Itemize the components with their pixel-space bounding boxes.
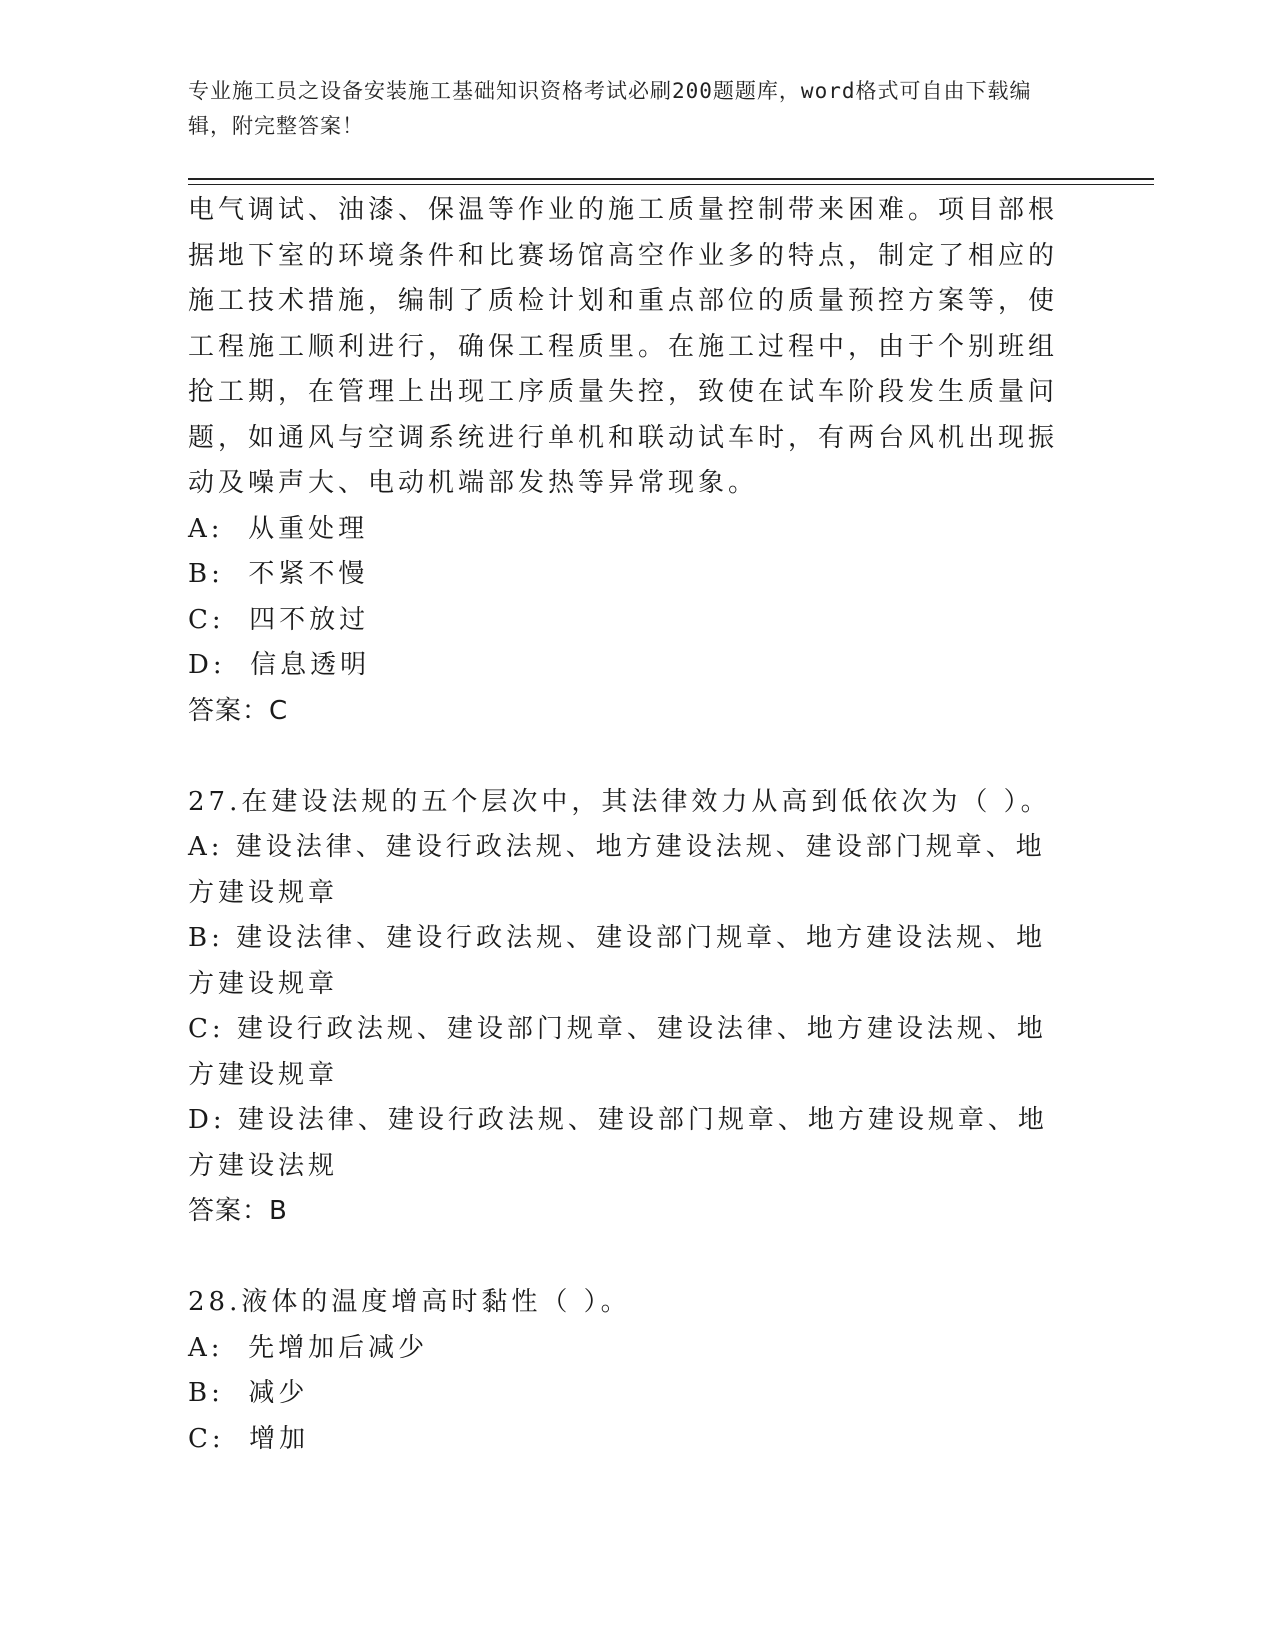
q27-question: 27.在建设法规的五个层次中，其法律效力从高到低依次为（ ）。: [188, 786, 1051, 817]
q26-option-d: D: 信息透明: [188, 650, 371, 680]
q28-option-a: A: 先增加后减少: [188, 1332, 429, 1363]
main-content: [188, 188, 1068, 1462]
q26-option-c: C: 四不放过: [188, 604, 370, 635]
q26-option-b: B: 不紧不慢: [188, 559, 369, 589]
q26-option-a: A: 从重处理: [188, 513, 369, 544]
spacer: [188, 1235, 1068, 1281]
q28-option-b: B: 减少: [188, 1378, 309, 1408]
header-rule-thick: [188, 178, 1154, 180]
q27-answer: 答案：B: [188, 1196, 288, 1226]
spacer: [188, 734, 1068, 780]
q28-question: 28.液体的温度增高时黏性（ ）。: [188, 1287, 631, 1317]
q27-option-c: C: 建设行政法规、建设部门规章、建设法律、地方建设法规、地方建设规章: [188, 1014, 1047, 1090]
header-rule-thin: [188, 184, 1154, 185]
question-passage: 电气调试、油漆、保温等作业的施工质量控制带来困难。项目部根据地下室的环境条件和比赛场馆高空作业多的特点，制定了相应的施工技术措施，编制了质检计划和重点部位的质量预控方案等，使工程施工顺利进行，确保工程质里。在施工过程中，由于个别班组抢工期，在管理上出现工序质量失控，致使在试车阶段发生质量问题，如通风与空调系统进行单机和联动试车时，有两台风机出现振动及噪声大、电动机端部发热等异常现象。: [188, 195, 1059, 498]
page-header: 专业施工员之设备安装施工基础知识资格考试必刷200题题库，word格式可自由下载编辑，附完整答案！: [188, 79, 1032, 138]
q28-option-c: C: 增加: [188, 1423, 310, 1454]
q26-answer: 答案：C: [188, 695, 289, 726]
q27-option-d: D: 建设法律、建设行政法规、建设部门规章、地方建设规章、地方建设法规: [188, 1105, 1048, 1181]
q27-option-a: A: 建设法律、建设行政法规、地方建设法规、建设部门规章、地方建设规章: [188, 832, 1046, 908]
q27-option-b: B: 建设法律、建设行政法规、建设部门规章、地方建设法规、地方建设规章: [188, 923, 1047, 999]
